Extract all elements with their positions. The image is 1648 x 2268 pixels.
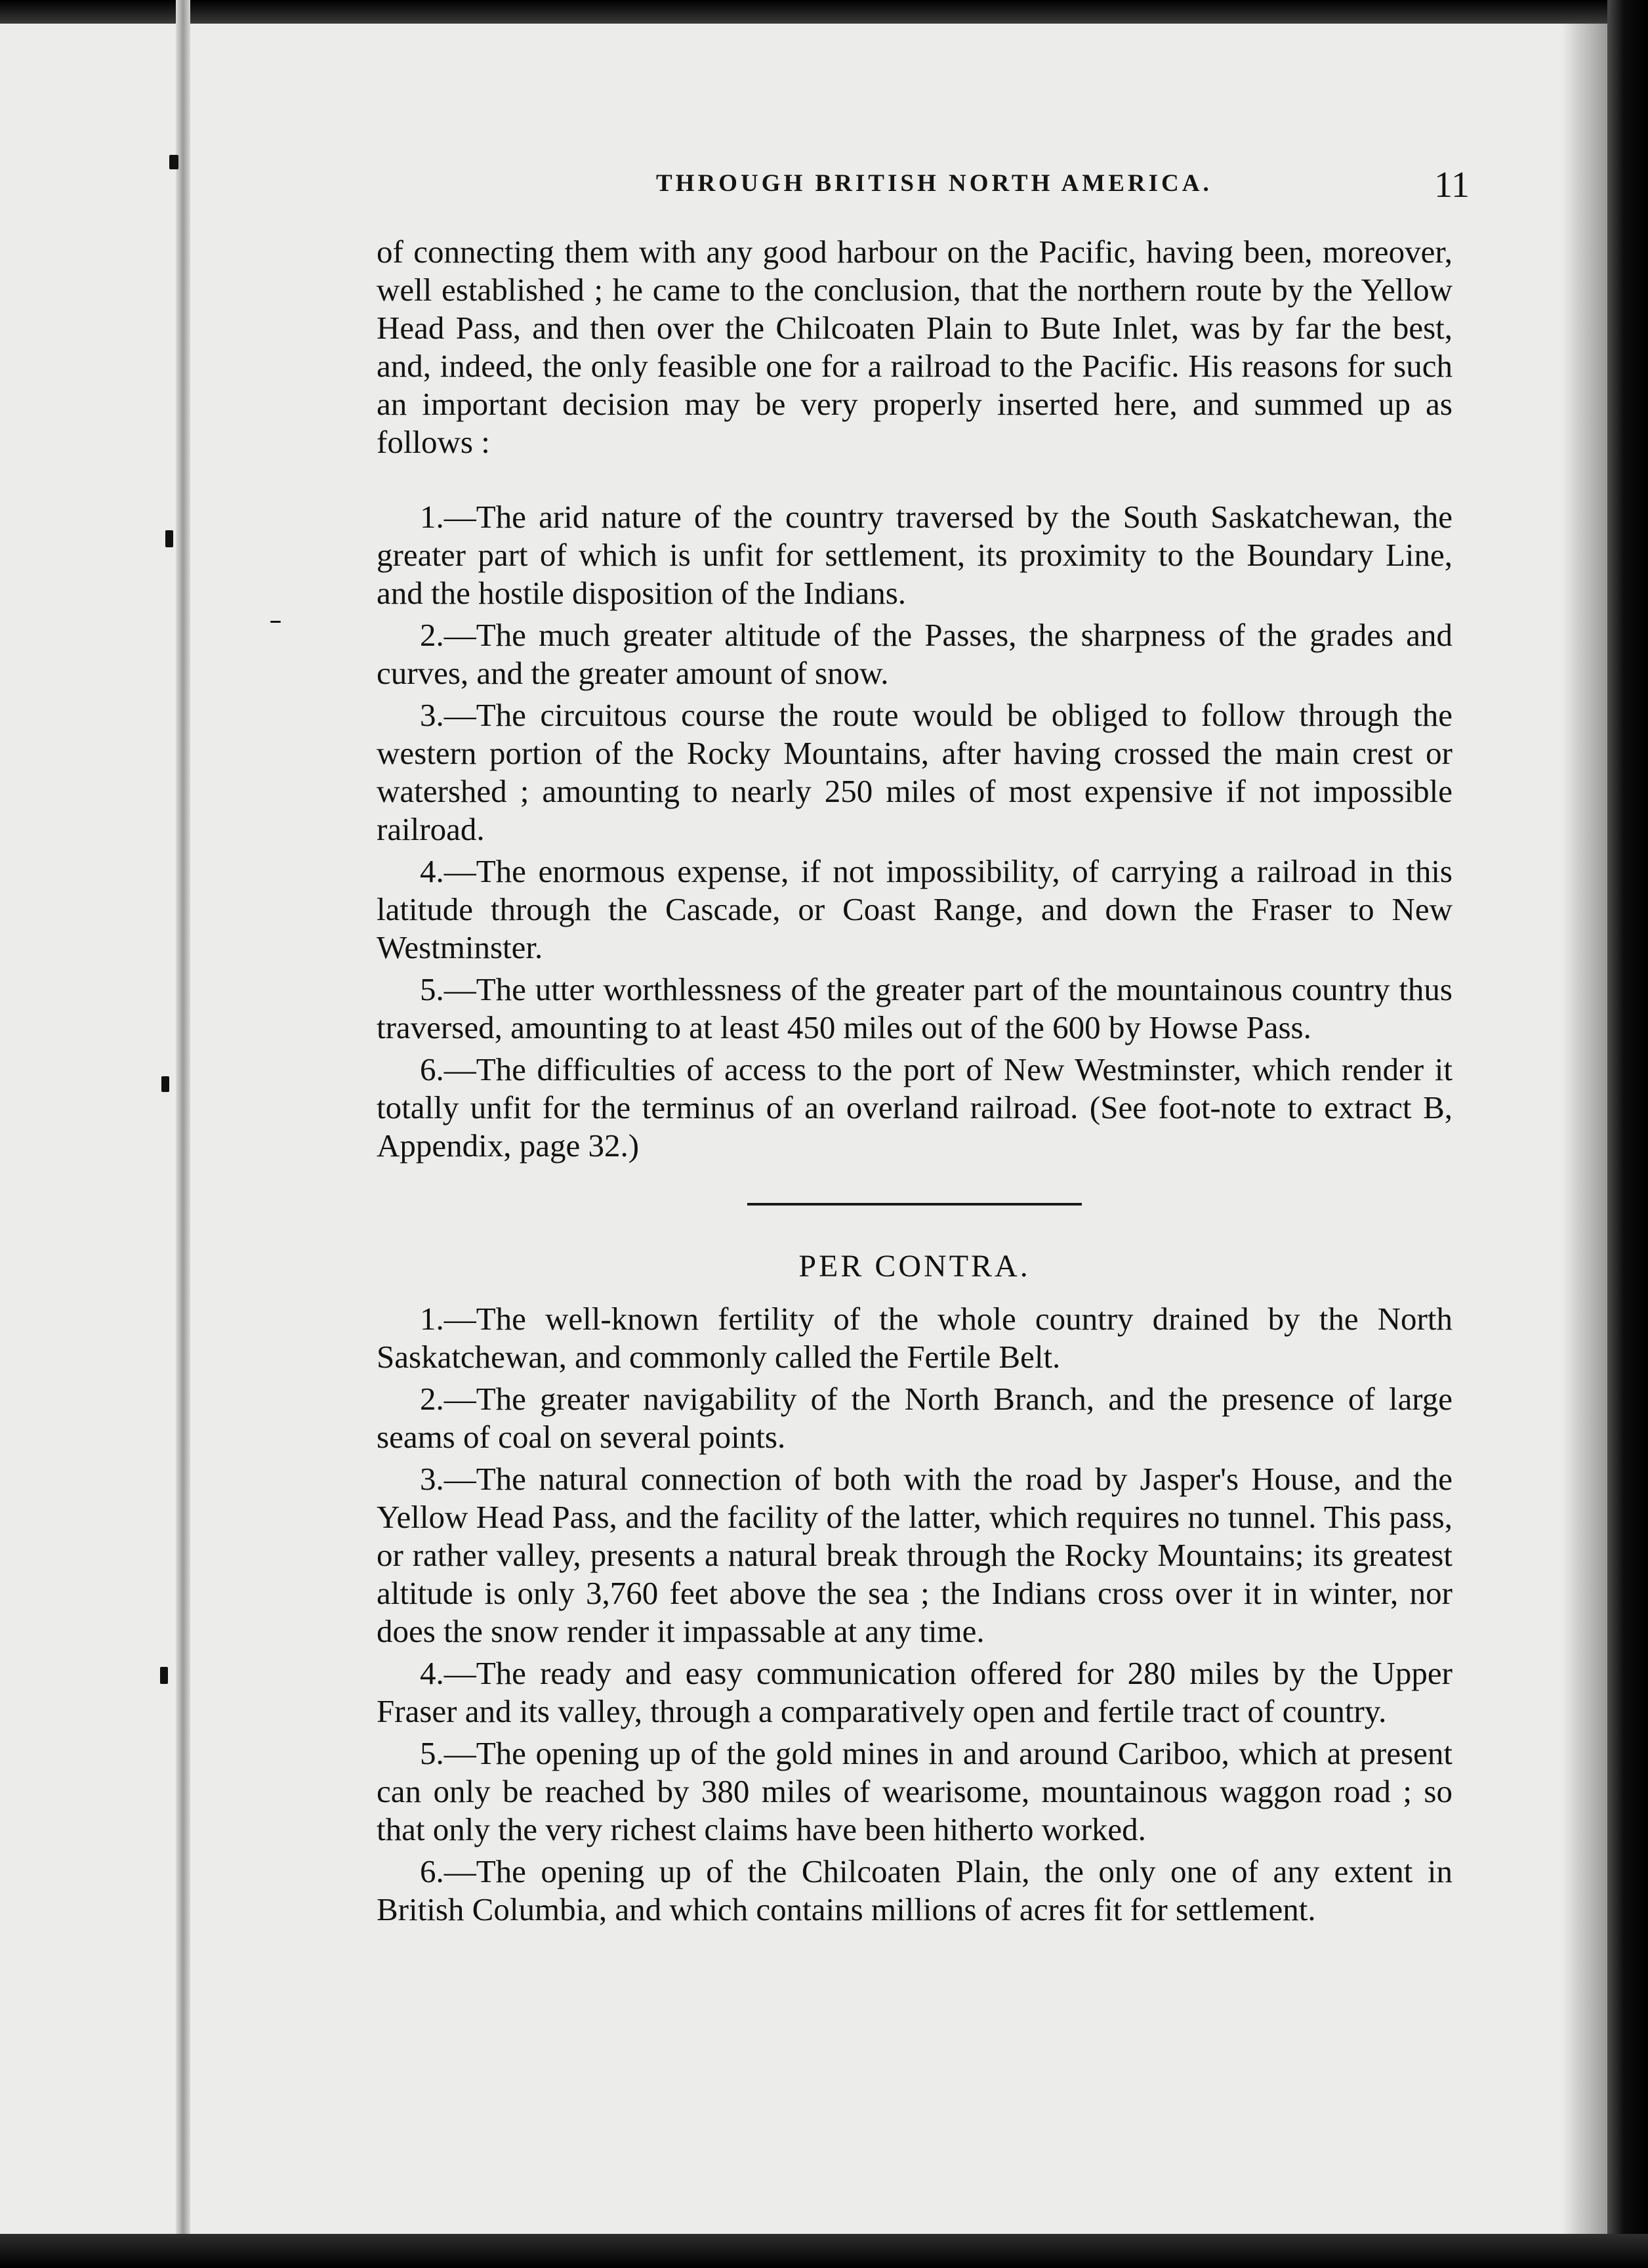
page-header — [656, 164, 1470, 210]
per-contra-item: 1.—The well-known fertility of the whole country drained by the North Saskatchewan, and commonly called the Fertile Belt. — [377, 1301, 1452, 1375]
scanner-top-edge — [0, 0, 1648, 24]
page-edge-shadow — [1561, 24, 1607, 2235]
page-body — [377, 233, 1452, 1933]
scanner-right-edge — [1607, 0, 1648, 2268]
binding-mark — [160, 1667, 168, 1684]
reason-item: 2.—The much greater altitude of the Passes, the sharpness of the grades and curves, and the greater amount of snow. — [377, 617, 1452, 691]
per-contra-list — [377, 1300, 1452, 1929]
reason-item: 6.—The difficulties of access to the port of New Westminster, which render it totally unfit for the terminus of an overland railroad. (See foot-note to extract B, Appendix, page 32.) — [377, 1051, 1452, 1164]
section-divider — [747, 1203, 1082, 1206]
reason-item: 4.—The enormous expense, if not impossibility, of carrying a railroad in this latitude through the Cascade, or Coast Range, and down the Fraser to New Westminster. — [377, 853, 1452, 965]
per-contra-heading: PER CONTRA. — [798, 1249, 1031, 1284]
running-head: THROUGH BRITISH NORTH AMERICA. — [656, 170, 1212, 197]
binding-mark — [169, 155, 178, 169]
reason-item: 5.—The utter worthlessness of the greater part of the mountainous country thus traversed, amounting to at least 450 miles out of the 600 by Howse Pass. — [377, 971, 1452, 1045]
per-contra-item: 3.—The natural connection of both with the road by Jasper's House, and the Yellow Head Pass, and the facility of the latter, which requires no tunnel. This pass, or rather valley, presents a natural break through the Rocky Mountains; its greatest altitude is only 3,760 feet above the sea ; the Indians cross over it in winter, nor does the snow render it impassable at any time. — [377, 1461, 1452, 1649]
reason-item: 1.—The arid nature of the country traversed by the South Saskatchewan, the greater part of which is unfit for settlement, its proximity to the Boundary Line, and the hostile disposition of the Indians. — [377, 499, 1452, 611]
per-contra-item: 5.—The opening up of the gold mines in and around Cariboo, which at present can only be reached by 380 miles of wearisome, mountainous waggon road ; so that only the very richest claims have been hitherto worked. — [377, 1735, 1452, 1847]
binding-mark — [165, 530, 173, 547]
dust-mark — [270, 621, 281, 623]
per-contra-item: 4.—The ready and easy communication offered for 280 miles by the Upper Fraser and its valley, through a comparatively open and fertile tract of country. — [377, 1655, 1452, 1729]
binding-gutter — [176, 0, 190, 2268]
page-number: 11 — [1434, 165, 1470, 205]
per-contra-item: 6.—The opening up of the Chilcoaten Plain, the only one of any extent in British Columbia, and which contains millions of acres fit for settlement. — [377, 1853, 1452, 1927]
per-contra-item: 2.—The greater navigability of the North Branch, and the presence of large seams of coal on several points. — [377, 1381, 1452, 1455]
opening-paragraph: of connecting them with any good harbour on the Pacific, having been, moreover, well established ; he came to the conclusion, that the northern route by the Yellow Head Pass, and then over the Chilcoaten Plain to Bute Inlet, was by far the best, and, indeed, the only feasible one for a railroad to the Pacific. His reasons for such an important decision may be very properly inserted here, and summed up as follows : — [377, 234, 1452, 460]
reasons-list — [377, 498, 1452, 1165]
scanner-bottom-edge — [0, 2234, 1648, 2268]
reason-item: 3.—The circuitous course the route would be obliged to follow through the western portion of the Rocky Mountains, after having crossed the main crest or watershed ; amounting to nearly 250 miles of most expensive if not impossible railroad. — [377, 697, 1452, 847]
binding-mark — [161, 1076, 169, 1092]
